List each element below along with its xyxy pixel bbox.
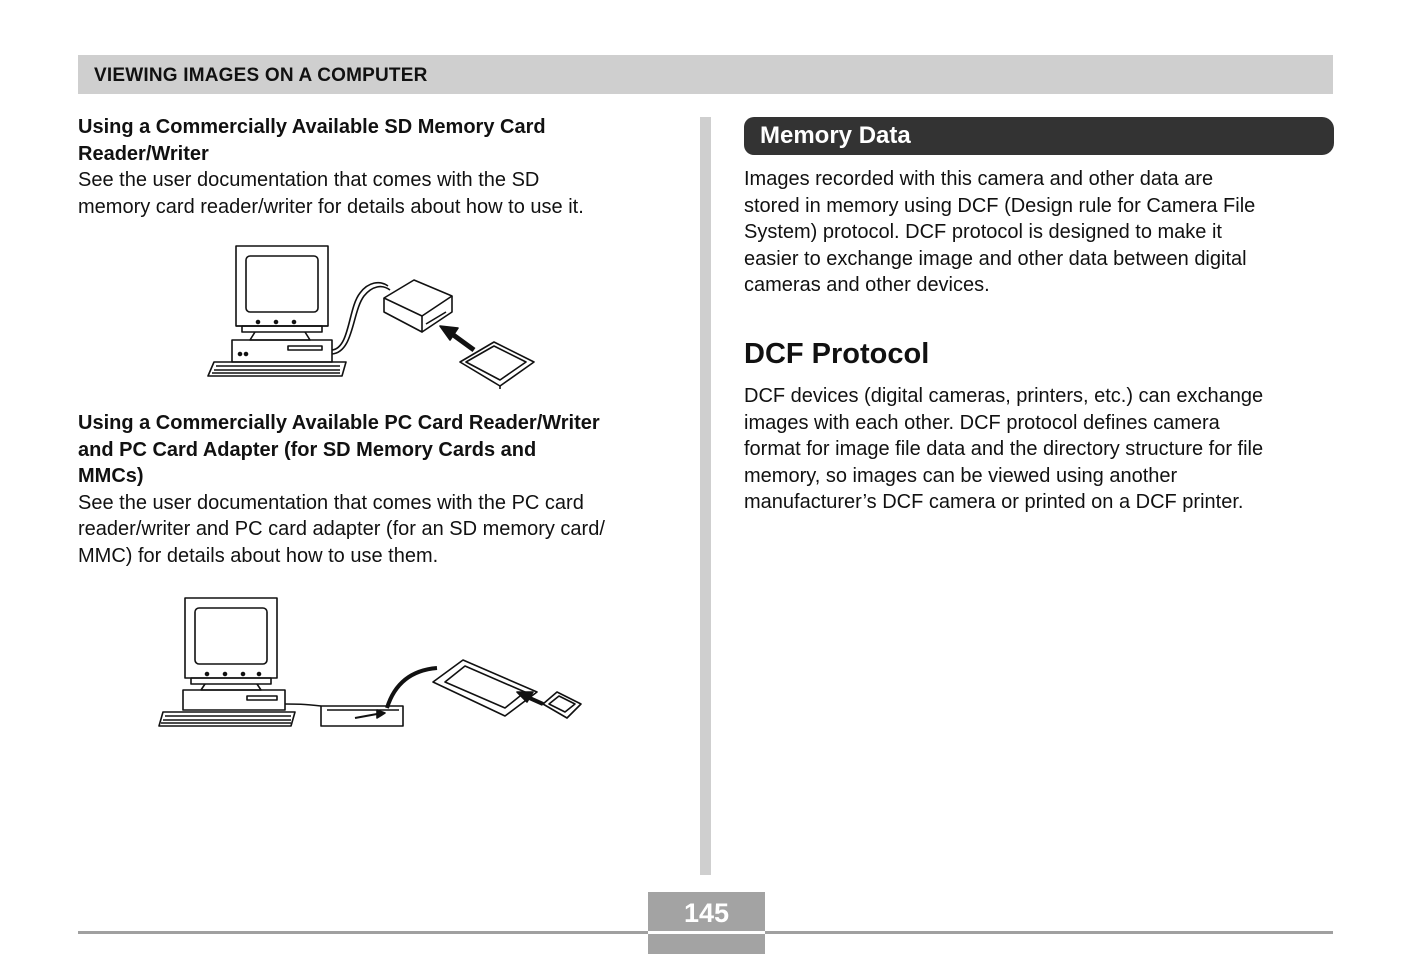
page-number-box <box>648 892 765 954</box>
page-header-title: VIEWING IMAGES ON A COMPUTER <box>94 65 428 86</box>
arrow-icon <box>440 326 474 350</box>
computer-icon <box>183 598 285 710</box>
sd-reader-heading: Using a Commercially Available SD Memory Card Reader/Writer <box>78 116 546 165</box>
sd-reader-section <box>78 114 678 220</box>
right-column <box>744 117 1334 513</box>
cable <box>387 668 437 708</box>
sd-card-icon <box>543 692 581 718</box>
memory-data-section-header <box>744 117 1334 155</box>
dcf-protocol-text: DCF devices (digital cameras, printers, etc.) can exchange images with each other. DCF protocol defines camera format for image file data and the directory structure for file memory, so images can be viewed using another manufacturer’s DCF camera or printed on a DCF printer. <box>744 385 1264 513</box>
memory-data-text: Images recorded with this camera and other data are stored in memory using DCF (Design rule for Camera File System) protocol. DCF protocol is designed to make it easier to exchange image and other data between digital cameras and other devices. <box>744 168 1256 296</box>
column-divider <box>700 117 711 875</box>
sd-reader-text: See the user documentation that comes with the SD memory card reader/writer for details about how to use it. <box>78 169 584 218</box>
pc-card-text: See the user documentation that comes with the PC card reader/writer and PC card adapter (for an SD memory card/ MMC) for details about how to use them. <box>78 491 605 567</box>
page-number-stripe <box>648 931 765 934</box>
page-header-bar <box>78 55 1333 94</box>
pc-card-section <box>78 410 678 569</box>
page-number: 145 <box>683 898 730 928</box>
memory-data-title: Memory Data <box>760 122 911 149</box>
keyboard-icon <box>159 712 295 726</box>
computer-icon <box>232 246 332 362</box>
dcf-protocol-title: DCF Protocol <box>744 338 930 370</box>
pc-card-illustration <box>155 592 590 737</box>
pc-card-icon <box>433 660 537 716</box>
arrow-icon <box>517 692 543 704</box>
card-reader-icon <box>384 280 452 332</box>
keyboard-icon <box>208 362 346 376</box>
pc-card-heading: Using a Commercially Available PC Card Reader/Writer and PC Card Adapter (for SD Memory Cards and MMCs) <box>78 412 600 487</box>
pc-card-reader-icon <box>321 706 403 726</box>
sd-reader-illustration <box>200 238 545 390</box>
cable <box>285 704 321 706</box>
cable <box>332 283 388 350</box>
